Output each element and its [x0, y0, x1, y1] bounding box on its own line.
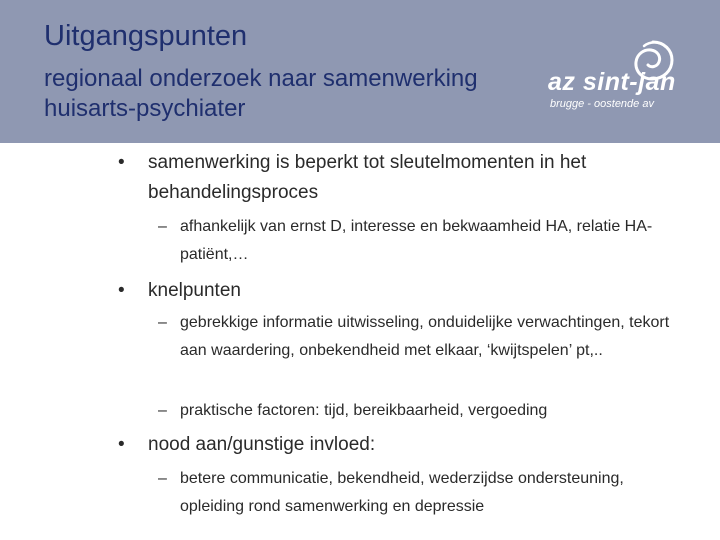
sub-bullet-item [158, 397, 688, 425]
slide-title: Uitgangspunten [44, 20, 248, 52]
bullet-text: nood aan/gunstige invloed: [148, 434, 376, 455]
sub-bullet-item [158, 309, 688, 365]
sub-bullet-marker: – [158, 402, 167, 419]
bullet-marker: • [118, 434, 125, 455]
sub-bullet-item [158, 213, 688, 269]
bullet-text: knelpunten [148, 280, 241, 301]
bullet-marker: • [118, 280, 125, 301]
sub-bullet-marker: – [158, 218, 167, 235]
slide-header [0, 0, 720, 143]
sub-bullet-text: betere communicatie, bekendheid, wederzijdse ondersteuning, opleiding rond samenwerking en depressie [180, 470, 624, 515]
logo-name: az sint-jan [548, 68, 676, 96]
bullet-marker: • [118, 152, 125, 173]
bullet-item [118, 430, 678, 460]
sub-bullet-text: praktische factoren: tijd, bereikbaarheid, vergoeding [180, 402, 548, 419]
sub-bullet-text: gebrekkige informatie uitwisseling, onduidelijke verwachtingen, tekort aan waardering, onbekendheid met elkaar, ‘kwijtspelen’ pt,.. [180, 314, 670, 359]
az-sint-jan-logo [548, 38, 708, 118]
logo-tagline: brugge - oostende av [550, 98, 654, 110]
sub-bullet-marker: – [158, 470, 167, 487]
bullet-item [118, 276, 678, 306]
sub-bullet-marker: – [158, 314, 167, 331]
bullet-item [118, 148, 678, 208]
sub-bullet-item [158, 465, 688, 521]
sub-bullet-text: afhankelijk van ernst D, interesse en bekwaamheid HA, relatie HA-patiënt,… [180, 218, 653, 263]
slide-subtitle: regionaal onderzoek naar samenwerking huisarts-psychiater [44, 65, 478, 122]
bullet-text: samenwerking is beperkt tot sleutelmomenten in het behandelingsproces [148, 152, 587, 203]
